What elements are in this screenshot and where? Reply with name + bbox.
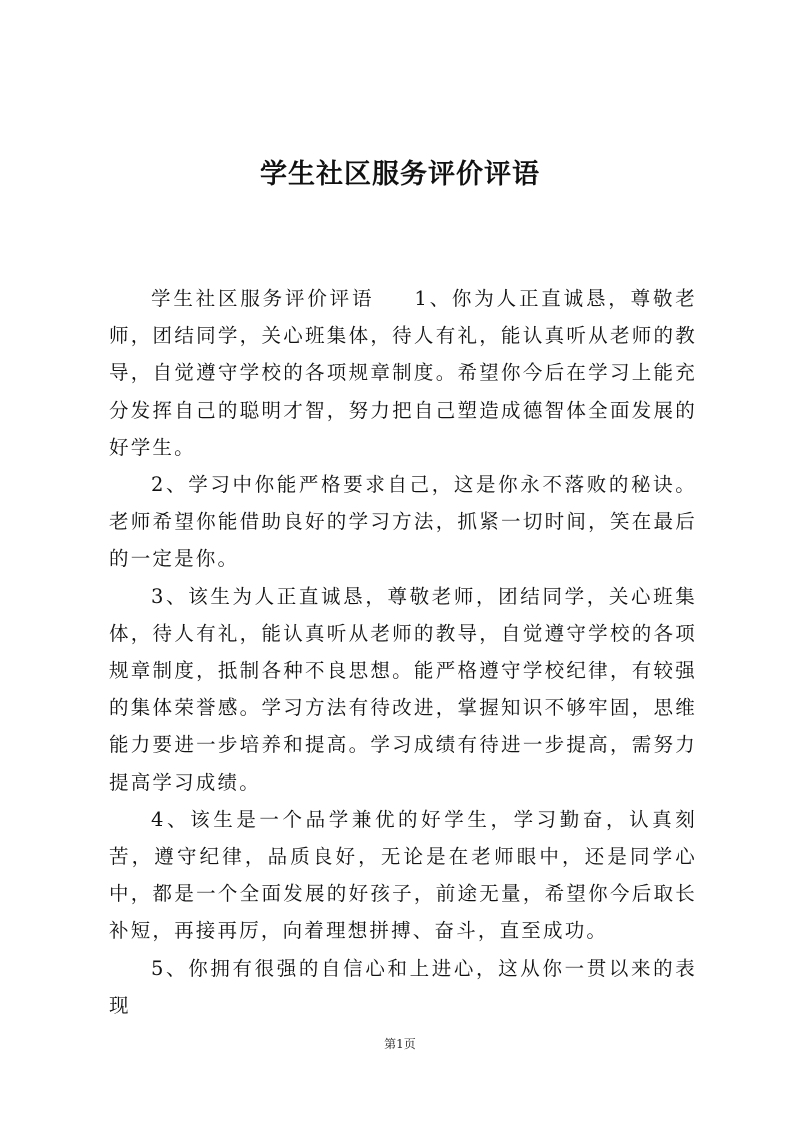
- paragraph-4: 4、该生是一个品学兼优的好学生，学习勤奋，认真刻苦，遵守纪律，品质良好，无论是在老师眼中，还是同学心中，都是一个全面发展的好孩子，前途无量，希望你今后取长补短，再接再厉，向着理想拼搏、奋斗，直至成功。: [109, 807, 697, 943]
- paragraph-3: 3、该生为人正直诚恳，尊敬老师，团结同学，关心班集体，待人有礼，能认真听从老师的教导，自觉遵守学校的各项规章制度，抵制各种不良思想。能严格遵守学校纪律，有较强的集体荣誉感。学习方法有待改进，掌握知识不够牢固，思维能力要进一步培养和提高。学习成绩有待进一步提高，需努力提高学习成绩。: [109, 584, 697, 794]
- paragraph-1: [109, 280, 697, 466]
- page-title: 学生社区服务评价评语: [260, 159, 540, 190]
- page-number: 第1页: [384, 1037, 416, 1051]
- document-body: [109, 280, 697, 1024]
- paragraph-1-text: 1、你为人正直诚恳，尊敬老师，团结同学，关心班集体，待人有礼，能认真听从老师的教导，自觉遵守学校的各项规章制度。希望你今后在学习上能充分发挥自己的聪明才智，努力把自己塑造成德智体全面发展的好学生。: [109, 287, 697, 459]
- paragraph-5: 5、你拥有很强的自信心和上进心，这从你一贯以来的表现: [109, 956, 697, 1017]
- paragraph-2: 2、学习中你能严格要求自己，这是你永不落败的秘诀。老师希望你能借助良好的学习方法，抓紧一切时间，笑在最后的一定是你。: [109, 473, 697, 571]
- intro-label: 学生社区服务评价评语: [151, 287, 375, 310]
